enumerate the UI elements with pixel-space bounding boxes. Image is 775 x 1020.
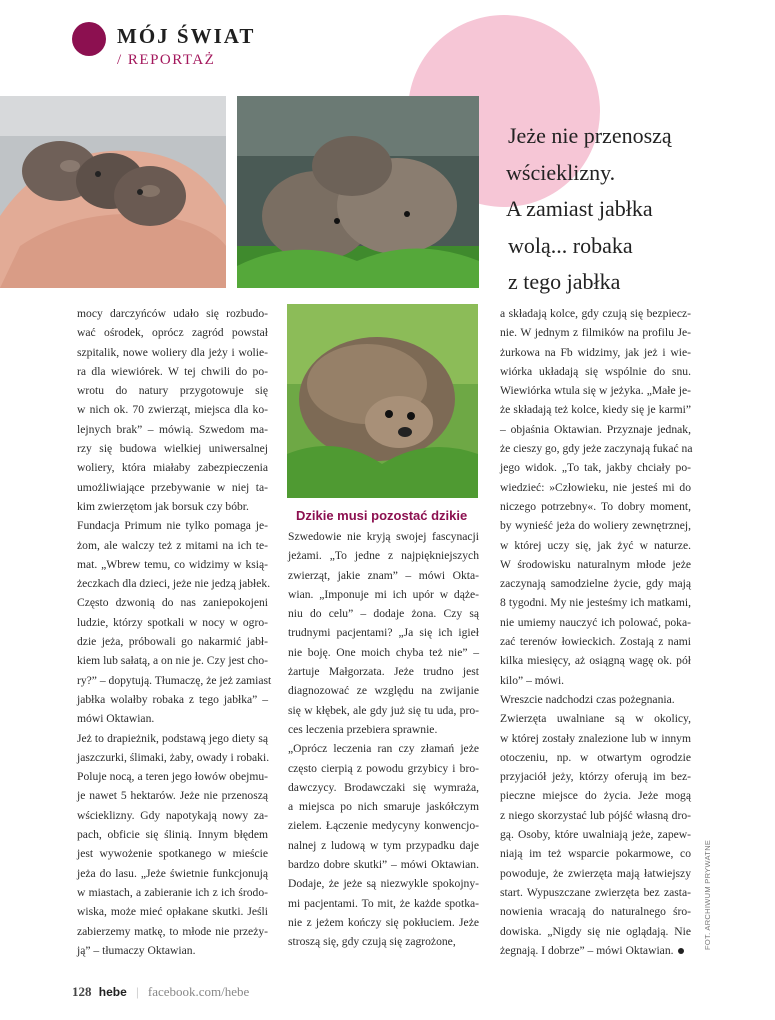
text-line: wiórka układają się wspólnie do snu. xyxy=(500,364,691,378)
text-line: mi pacjentami. To mit, że każde spotka- xyxy=(288,896,479,910)
text-line: dawczycy. Brodawczaki się wymraża, xyxy=(288,780,479,794)
text-line: pieczne miejsce do życia. Jeże mogą xyxy=(500,789,691,803)
pull-quote xyxy=(500,118,700,301)
text-line: otoczeniu, np. w otwartym ogrodzie xyxy=(500,750,691,764)
text-line: kiem lub sałatą, a on nie je. Czy jest cho- xyxy=(77,654,268,668)
text-line: Wiewiórka wtula się w jeżyka. „Małe je- xyxy=(500,384,691,398)
text-line: ludzie, którzy spotkali w nocy w ogro- xyxy=(77,615,268,629)
text-line: zabierzemy matkę, to młode nie przeży- xyxy=(77,924,268,938)
text-line: w której zostały znalezione lub w innym xyxy=(500,731,691,745)
footer-website: facebook.com/hebe xyxy=(147,984,250,999)
text-line: Fundacja Primum nie tylko pomaga je- xyxy=(77,519,268,533)
page-footer xyxy=(72,984,249,1000)
text-line: w której uczy się, jak żyć w naturze. xyxy=(500,538,691,552)
text-line: – objaśnia Oktawian. Przyznaje jednak, xyxy=(500,422,691,436)
text-line: zać terenów łowieckich. Zostają z nami xyxy=(500,635,691,649)
text-line: Poluje nocą, a teren jego łowów obejmu- xyxy=(77,770,268,784)
photo-hedgehog-grass xyxy=(287,304,478,498)
quote-line: A zamiast jabłka xyxy=(506,196,653,221)
text-line: się w kłębek, ale gdy już się tu uda, pro- xyxy=(288,703,479,717)
footer-separator: | xyxy=(136,984,139,999)
text-line: mat. „Wbrew temu, co widzimy w ksią- xyxy=(77,557,268,571)
text-line: jaszczurki, ślimaki, żaby, owady i robaki. xyxy=(77,750,270,764)
text-line: przyjaciół jeży, którzy oferują im bez- xyxy=(500,770,691,784)
text-line: żom, ale walczy też z mitami na ich te- xyxy=(77,538,268,552)
section-subtitle: / REPORTAŻ xyxy=(117,52,216,68)
text-line: by wynieść jeża do woliery zewnętrznej, xyxy=(500,519,691,533)
text-line: ją” – tłumaczy Oktawian. xyxy=(77,943,196,957)
text-line: nowienia wracają do naturalnego śro- xyxy=(500,905,691,919)
text-line: bardzo dobre skutki” – mówi Oktawian. xyxy=(288,858,479,872)
section-dot xyxy=(72,22,106,56)
text-line: niają im też wsparcie pokarmowe, co xyxy=(500,847,691,861)
brand-logo: hebe xyxy=(98,985,127,999)
text-line: żegnają. I dobrze” – mówi Oktawian. xyxy=(500,941,691,960)
text-line: z niego skorzystać lub pójść własną dro- xyxy=(500,808,691,822)
text-line: zwierząt, jakie znam” – mówi Okta- xyxy=(288,568,479,582)
photo-credit: FOT. ARCHIWUM PRYWATNE xyxy=(703,839,712,950)
text-line: niu do celu” – dodaje żona. Czy są xyxy=(288,607,479,621)
text-line: lejnych brak” – mówią. Szwedom ma- xyxy=(77,422,268,436)
text-line: powoduje, że zwierzęta mają łatwiejszy xyxy=(500,866,691,880)
text-line: żartuje Małgorzata. Jeże trudno jest xyxy=(288,665,479,679)
text-line: a składają kolce, gdy czują się bezpiecz- xyxy=(500,307,691,320)
text-line: kim zwierzętom jak borsuk czy bóbr. xyxy=(77,499,249,513)
text-line: żurkowa na Fb widzimy, jak jeż i wie- xyxy=(500,345,691,359)
text-line: nie umiemy nauczyć ich polować, poka- xyxy=(500,615,691,629)
page-number: 128 xyxy=(72,984,92,999)
text-line: wścieklizny. Gdy napotykają nowy za- xyxy=(77,808,268,822)
text-line: szpitalik, nowe woliery dla jeży i wolie- xyxy=(77,345,268,359)
text-line: wian. „Imponuje mi ich upór w dąże- xyxy=(288,587,479,601)
photo-baby-squirrels xyxy=(0,96,226,288)
text-line: diagnozować ze względu na zwijanie xyxy=(288,684,479,698)
text-line: wać ośrodek, oprócz zagród powstał xyxy=(77,326,268,340)
text-line: nalnej z ludową w tym przypadku daje xyxy=(288,838,479,852)
text-line: że cieszy go, gdy jeże zaczynają fukać na xyxy=(500,442,693,456)
text-line: zielem. Łączenie medycyny konwencjo- xyxy=(288,819,479,833)
quote-line: wścieklizny. xyxy=(506,159,616,185)
text-line: Jeż to drapieżnik, podstawą jego diety są xyxy=(77,731,268,745)
text-line: dowiska. „Nigdy się nie oglądają. Nie xyxy=(500,924,691,938)
text-line: Wreszcie nadchodzi czas pożegnania. xyxy=(500,692,675,706)
text-column-left xyxy=(77,304,272,960)
end-of-article-dot xyxy=(678,948,684,954)
text-line: Zwierzęta uwalniane są w okolicy, xyxy=(500,712,691,726)
text-line: rzy się budowa wielkiej uniwersalnej xyxy=(77,442,268,456)
text-line: w miastach, a zabieranie ich z ich środo- xyxy=(77,885,268,899)
text-line: ces leczenia przebiera sprawnie. xyxy=(288,722,438,736)
text-line: w nich ok. 70 zwierząt, miejsca dla ko- xyxy=(77,403,268,417)
text-line: niczego potrzebny«. To dobry moment, xyxy=(500,499,691,513)
quote-line: wolą... robaka xyxy=(508,232,633,258)
text-line: że składają też kolce, kiedy się je karmi” xyxy=(500,403,691,417)
text-line: woliery, która miałaby zabezpieczenia xyxy=(77,461,268,475)
text-line: gą. Osoby, które uwalniają jeże, zapew- xyxy=(500,828,691,842)
text-line: W środowisku naturalnym młode jeże xyxy=(500,557,691,571)
text-line: ry?” – dopytują. Tłumaczę, że jeż zamiast xyxy=(77,673,272,687)
text-line: zaczynają samodzielne życie, gdy mają xyxy=(500,577,691,591)
text-line: umożliwiające przebywanie w niej ta- xyxy=(77,480,268,494)
text-line: jeżami. „To jedne z najpiękniejszych xyxy=(288,549,479,563)
text-line: nie boję. One moich chyba też nie” – xyxy=(288,645,479,659)
text-line: pach, obficie się ślinią. Innym błędem xyxy=(77,828,268,842)
text-line: 8 tygodni. My nie jesteśmy ich matkami, xyxy=(500,596,691,610)
quote-line: Jeże nie przenoszą xyxy=(508,123,672,148)
text-line: żeczkach dla dzieci, jeże nie jedzą jabłek. xyxy=(77,577,271,591)
text-line: Szwedowie nie kryją swojej fascynacji xyxy=(288,530,479,543)
text-line: Często dzwonią do nas zaniepokojeni xyxy=(77,596,268,610)
photo-hedgehogs-bucket xyxy=(237,96,479,288)
text-line: jabłka wolałby robaka z tego jabłka” – xyxy=(77,692,268,706)
text-line: jest wywożenie spotkanego w mieście xyxy=(77,847,268,861)
text-line: wiedzieć: »Człowieku, nie jesteś mi do xyxy=(500,480,691,494)
text-line: jeża do lasu. „Jeże świetnie funkcjonują xyxy=(77,866,268,880)
text-line: nie z jeżem kończy się pokłuciem. Jeże xyxy=(288,915,479,929)
text-line: wiska, może mieć opłakane skutki. Jeśli xyxy=(77,905,268,919)
text-line: kilo” – mówi. xyxy=(500,673,565,687)
quote-line: z tego jabłka xyxy=(508,269,621,294)
text-line: często cierpią z powodu grzybicy i bro- xyxy=(288,761,479,775)
text-line: Dodaje, że jeże są niezwykle spokojny- xyxy=(288,877,479,891)
text-line: trudnymi pacjentami? „Ja się ich igieł xyxy=(288,626,479,640)
text-line: je nawet 5 hektarów. Jeże nie przenoszą xyxy=(77,789,268,803)
text-line: mówi Oktawian. xyxy=(77,712,155,726)
text-line: nie. W jednym z filmików na profilu Je- xyxy=(500,326,691,340)
section-title: MÓJ ŚWIAT xyxy=(117,24,256,48)
text-line: ra dla wiewiórek. W tej chwili do po- xyxy=(77,364,268,378)
text-line: „Oprócz leczenia ran czy złamań jeże xyxy=(288,742,479,756)
text-line: stroszą się, gdy czują się zagrożone, xyxy=(288,935,456,949)
text-line: dzie jeża, próbowali go nakarmić jabł- xyxy=(77,635,268,649)
text-line: a miejsca po nich smaruje jaskółczym xyxy=(288,800,479,814)
text-column-middle xyxy=(288,527,479,952)
text-line: wrotu do natury przygotowuje się xyxy=(77,384,268,398)
text-line: kilka miesięcy, aż osiągną wagę ok. pół xyxy=(500,654,691,668)
photo-caption: Dzikie musi pozostać dzikie xyxy=(296,508,468,523)
text-line: jego widok. „To tak, jakby chciały po- xyxy=(500,461,691,475)
text-line: mocy darczyńców udało się rozbudo- xyxy=(77,307,268,320)
text-column-right xyxy=(500,304,691,960)
text-line: start. Wypuszczane zwierzęta bez zasta- xyxy=(500,885,691,899)
